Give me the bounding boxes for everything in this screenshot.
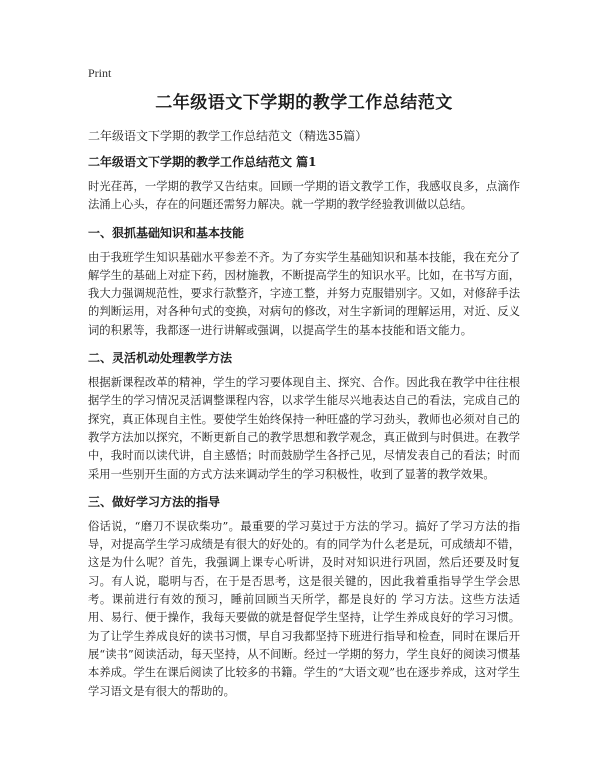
document-title: 二年级语文下学期的教学工作总结范文 [155,93,453,113]
section-paragraph: 俗话说，“磨刀不误砍柴功”。最重要的学习莫过于方法的学习。搞好了学习方法的指导，对提高学生学习成绩是有很大的好处的。有的同学为什么老是玩，可成绩却不错，这是为什么呢？首先，我强调上课专心听讲，及时对知识进行巩固，然后还要及时复习。有人说，聪明与否，在于是否思考，这是很关键的，因此我着重指导学生学会思考。课前进行有效的预习，睡前回顾当天所学，都是良好的 学习方法。这些方法适用、易行、便于操作，我每天要做的就是督促学生坚持，让学生养成良好的学习习惯。为了让学生养成良好的读书习惯，早自习我都坚持下班进行指导和检查，同时在课后开展“读书”阅读活动，每天坚持，从不间断。经过一学期的努力，学生良好的阅读习惯基本养成。学生在课后阅读了比较多的书籍。学生的“大语文观”也在逐步养成，这对学生学习语文是有很大的帮助的。 [88,519,520,698]
document-page [88,66,520,711]
section-paragraph: 由于我班学生知识基础水平参差不齐。为了夯实学生基础知识和基本技能，我在充分了解学生的基础上对症下药，因材施教，不断提高学生的知识水平。比如，在书写方面，我大力强调规范性，要求行款整齐，字迹工整，并努力克服错别字。又如，对修辞手法的判断运用，对各种句式的变换，对病句的修改，对生字新词的理解运用，对近、反义词的积累等，我都逐一进行讲解或强调，以提高学生的基本技能和语文能力。 [88,250,520,337]
document-subtitle: 二年级语文下学期的教学工作总结范文（精选35篇） [88,129,368,143]
print-label: Print [88,66,112,80]
section-paragraph: 根据新课程改革的精神，学生的学习要体现自主、探究、合作。因此我在教学中往往根据学生的学习情况灵活调整课程内容，以求学生能尽兴地表达自己的看法，完成自己的探究，真正体现自主性。要使学生始终保持一种旺盛的学习劲头，教师也必须对自己的教学方法加以探究，不断更新自己的教学思想和教学观念，真正做到与时俱进。在教学中，我时而以读代讲，自主感悟；时而鼓励学生各抒己见，尽情发表自己的看法；时而采用一些别开生面的方式方法来调动学生的学习积极性，收到了显著的教学效果。 [88,376,520,481]
section-heading: 三、做好学习方法的指导 [88,494,221,509]
section-heading: 一、狠抓基础知识和基本技能 [88,225,245,240]
article-heading: 二年级语文下学期的教学工作总结范文 篇1 [88,155,317,169]
intro-paragraph: 时光荏苒，一学期的教学又告结束。回顾一学期的语文教学工作，我感収良多，点滴作法涌上心头，存在的问题还需努力解决。就一学期的教学经验教训做以总结。 [88,180,520,212]
section-heading: 二、灵活机动处理教学方法 [88,351,233,366]
